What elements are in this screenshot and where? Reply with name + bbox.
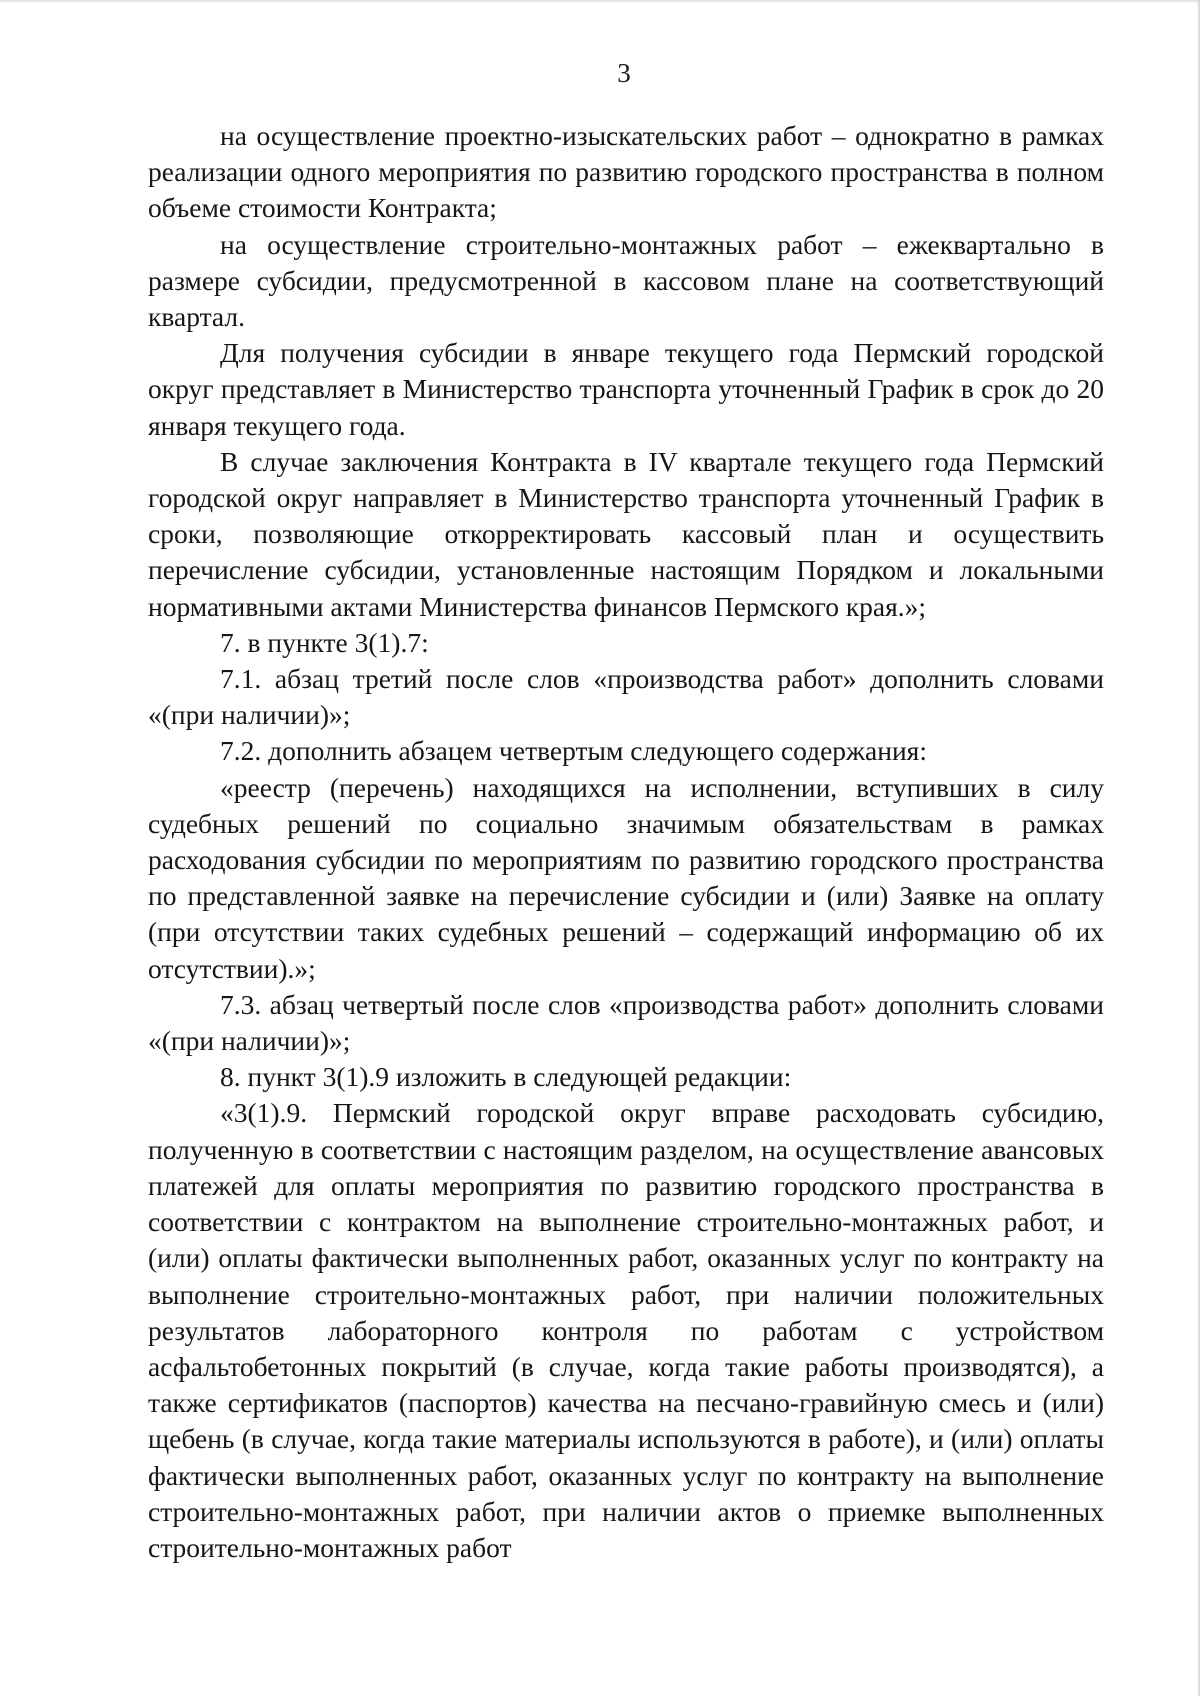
page-number: 3 [617, 58, 631, 88]
paragraph-item-3-1-9: «3(1).9. Пермский городской округ вправе расходовать субсидию, полученную в соответствии с настоящим разделом, на осуществление авансовых платежей для оплаты мероприятия по развитию городского пространства в соответствии с контрактом на выполнение строительно-монтажных работ, и (или) оплаты фактически выполненных работ, оказанных услуг по контракту на выполнение строительно-монтажных работ, при наличии положительных результатов лабораторного контроля по работам с устройством асфальтобетонных покрытий (в случае, когда такие работы производятся), а также сертификатов (паспортов) качества на песчано-гравийную смесь и (или) щебень (в случае, когда такие материалы используются в работе), и (или) оплаты фактически выполненных работ, оказанных услуг по контракту на выполнение строительно-монтажных работ, при наличии актов о приемке выполненных строительно-монтажных работ [148, 1097, 1104, 1563]
paragraph-fourth-quarter: В случае заключения Контракта в IV квартале текущего года Пермский городской округ направляет в Министерство транспорта уточненный График в сроки, позволяющие откорректировать кассовый план и осуществить перечисление субсидии, установленные настоящим Порядком и локальными нормативными актами Министерства финансов Пермского края.»; [148, 445, 1104, 622]
paragraph-item-7-1: 7.1. абзац третий после слов «производства работ» дополнить словами «(при наличии)»; [148, 663, 1104, 731]
scan-edge-top [0, 0, 1200, 3]
paragraph-item-8: 8. пункт 3(1).9 изложить в следующей редакции: [220, 1061, 792, 1093]
paragraph-registry: «реестр (перечень) находящихся на исполнении, вступивших в силу судебных решений по социально значимым обязательствам в рамках расходования субсидии по мероприятиям по развитию городского пространства по представленной заявке на перечисление субсидии и (или) Заявке на оплату (при отсутствии таких судебных решений – содержащий информацию об их отсутствии).»; [148, 771, 1104, 984]
paragraph-item-7-2: 7.2. дополнить абзацем четвертым следующего содержания: [220, 735, 927, 767]
document-body [148, 118, 1104, 1566]
paragraph-construction-works: на осуществление строительно-монтажных работ – ежеквартально в размере субсидии, предусмотренной в кассовом плане на соответствующий квартал. [148, 228, 1104, 333]
paragraph-design-works: на осуществление проектно-изыскательских работ – однократно в рамках реализации одного мероприятия по развитию городского пространства в полном объеме стоимости Контракта; [148, 120, 1104, 224]
paragraph-item-7: 7. в пункте 3(1).7: [220, 626, 429, 658]
paragraph-january-schedule: Для получения субсидии в январе текущего года Пермский городской округ представляет в Министерство транспорта уточненный График в срок до 20 января текущего года. [148, 337, 1104, 441]
paragraph-item-7-3: 7.3. абзац четвертый после слов «производства работ» дополнить словами «(при наличии)»; [148, 988, 1104, 1057]
